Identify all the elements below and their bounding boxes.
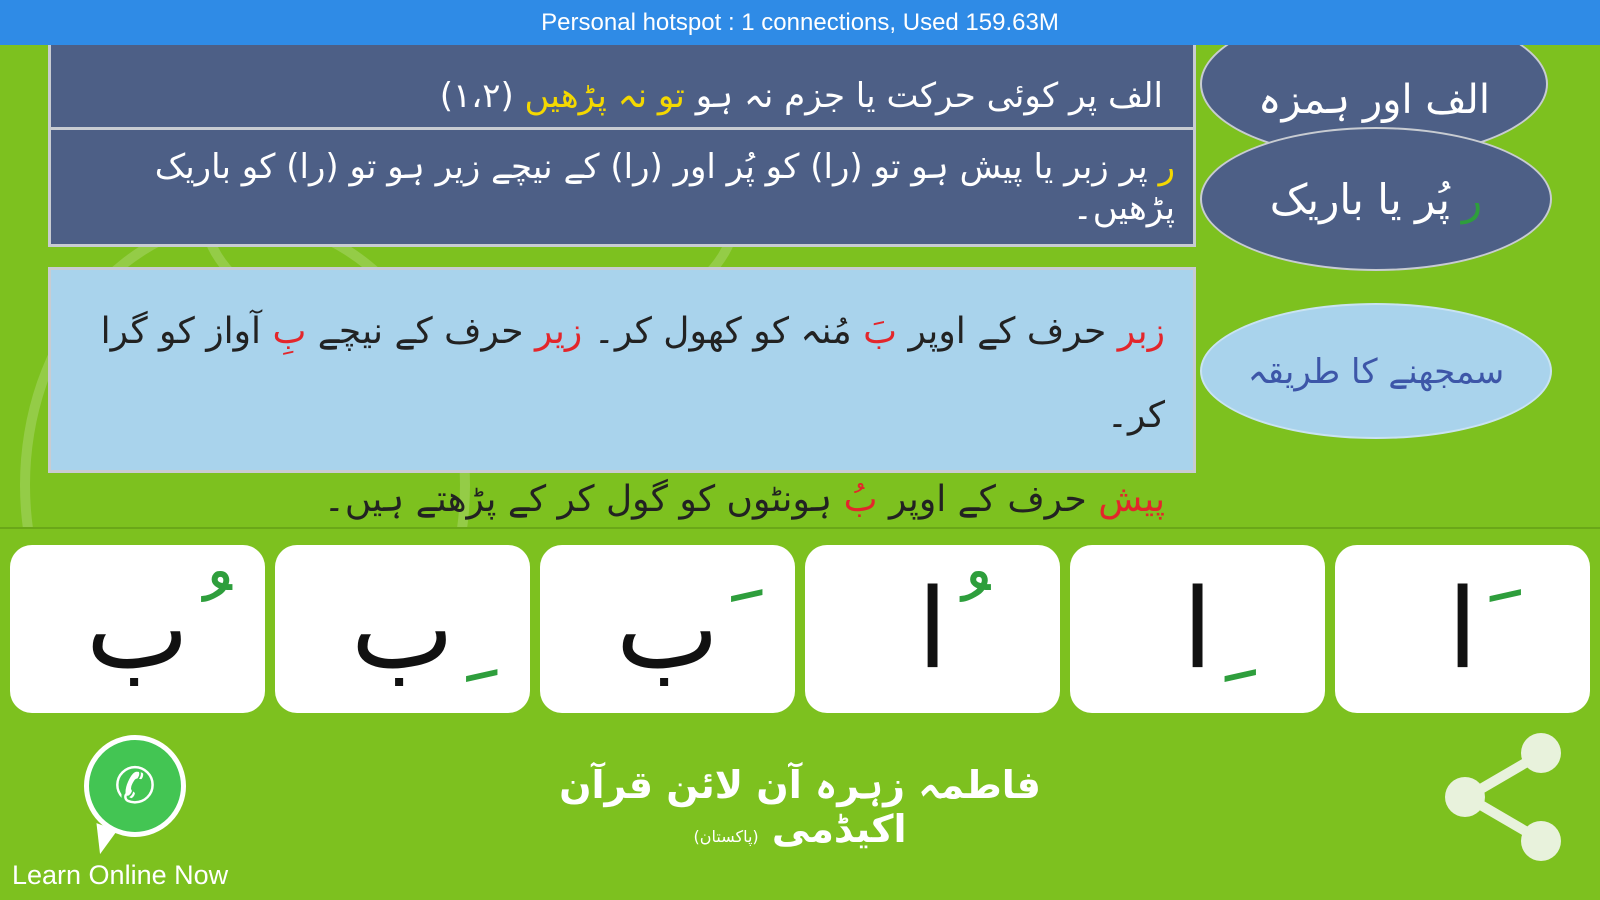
zabar-word: زبر: [1117, 311, 1165, 352]
example-letter: بِ: [272, 311, 307, 352]
rule-1-text: الف پر کوئی حرکت یا جزم نہ ہو: [695, 76, 1163, 116]
letter-card-alif-zer[interactable]: [1070, 545, 1325, 713]
rule-2-highlight: ر: [1158, 147, 1175, 187]
status-bar: [0, 0, 1600, 45]
zer-word: زیر: [535, 311, 583, 352]
example-letter: بَ: [863, 311, 897, 352]
rule-3-line-2: [79, 458, 1165, 529]
letter-card-ba-zer[interactable]: [275, 545, 530, 713]
whatsapp-icon[interactable]: [84, 735, 186, 837]
letter-base: ا: [1447, 565, 1478, 693]
rule-2-title-text: پُر یا باریک: [1269, 174, 1450, 224]
rule-3-text-box: [48, 267, 1196, 520]
rule-1-highlight: تو نہ پڑھیں: [524, 76, 685, 116]
letter-card-ba-pesh[interactable]: [10, 545, 265, 713]
rule-3-text: حرف کے نیچے: [317, 311, 524, 352]
lesson-panel[interactable]: [0, 45, 1600, 529]
letter-card-ba-zabar[interactable]: [540, 545, 795, 713]
letter-base: ب: [615, 565, 720, 693]
share-icon[interactable]: [1435, 727, 1575, 867]
learn-online-label[interactable]: Learn Online Now: [12, 860, 229, 890]
letter-card-alif-pesh[interactable]: [805, 545, 1060, 713]
letter-base: ب: [350, 565, 455, 693]
example-letter: بُ: [843, 479, 878, 520]
rule-3-text: مُنہ کو کھول کر۔: [593, 311, 852, 352]
letter-base: ب: [85, 565, 190, 693]
rule-3-title: [1200, 303, 1552, 439]
pesh-word: پیش: [1098, 479, 1165, 520]
rule-3-title-text: سمجھنے کا طریقہ: [1247, 351, 1505, 392]
rule-2-title: [1200, 127, 1552, 271]
footer-bar: [0, 715, 1600, 900]
academy-country: (پاکستان): [693, 827, 759, 846]
academy-name-text: فاطمہ زہرہ آن لائن قرآن اکیڈمی: [559, 763, 1041, 851]
letter-card-row: [0, 545, 1600, 713]
rule-2-text: پر زبر یا پیش ہو تو (را) کو پُر اور (را) کے نیچے زیر ہو تو (را) کو باریک پڑھیں۔: [154, 147, 1175, 228]
rule-3-line-1: [79, 290, 1165, 458]
rule-3-text: ہونٹوں کو گول کر کے پڑھتے ہیں۔: [323, 479, 833, 520]
rule-2-title-letter: ر: [1461, 174, 1483, 224]
rule-1-reference: (۱،۲): [439, 76, 514, 116]
status-bar-text: Personal hotspot : 1 connections, Used 159.63M: [541, 8, 1059, 36]
letter-base: ا: [1182, 565, 1213, 693]
letter-base: ا: [917, 565, 948, 693]
rule-2-text-box: [48, 127, 1196, 247]
academy-name: [540, 763, 1060, 851]
rule-1-title-text: الف اور ہمزہ: [1258, 77, 1490, 123]
rule-3-text: حرف کے اوپر: [908, 311, 1107, 352]
letter-card-alif-zabar[interactable]: [1335, 545, 1590, 713]
rule-3-text: آواز کو گرا کر۔: [100, 311, 1165, 436]
phone-icon: ✆: [114, 757, 156, 815]
rule-3-text: حرف کے اوپر: [888, 479, 1087, 520]
